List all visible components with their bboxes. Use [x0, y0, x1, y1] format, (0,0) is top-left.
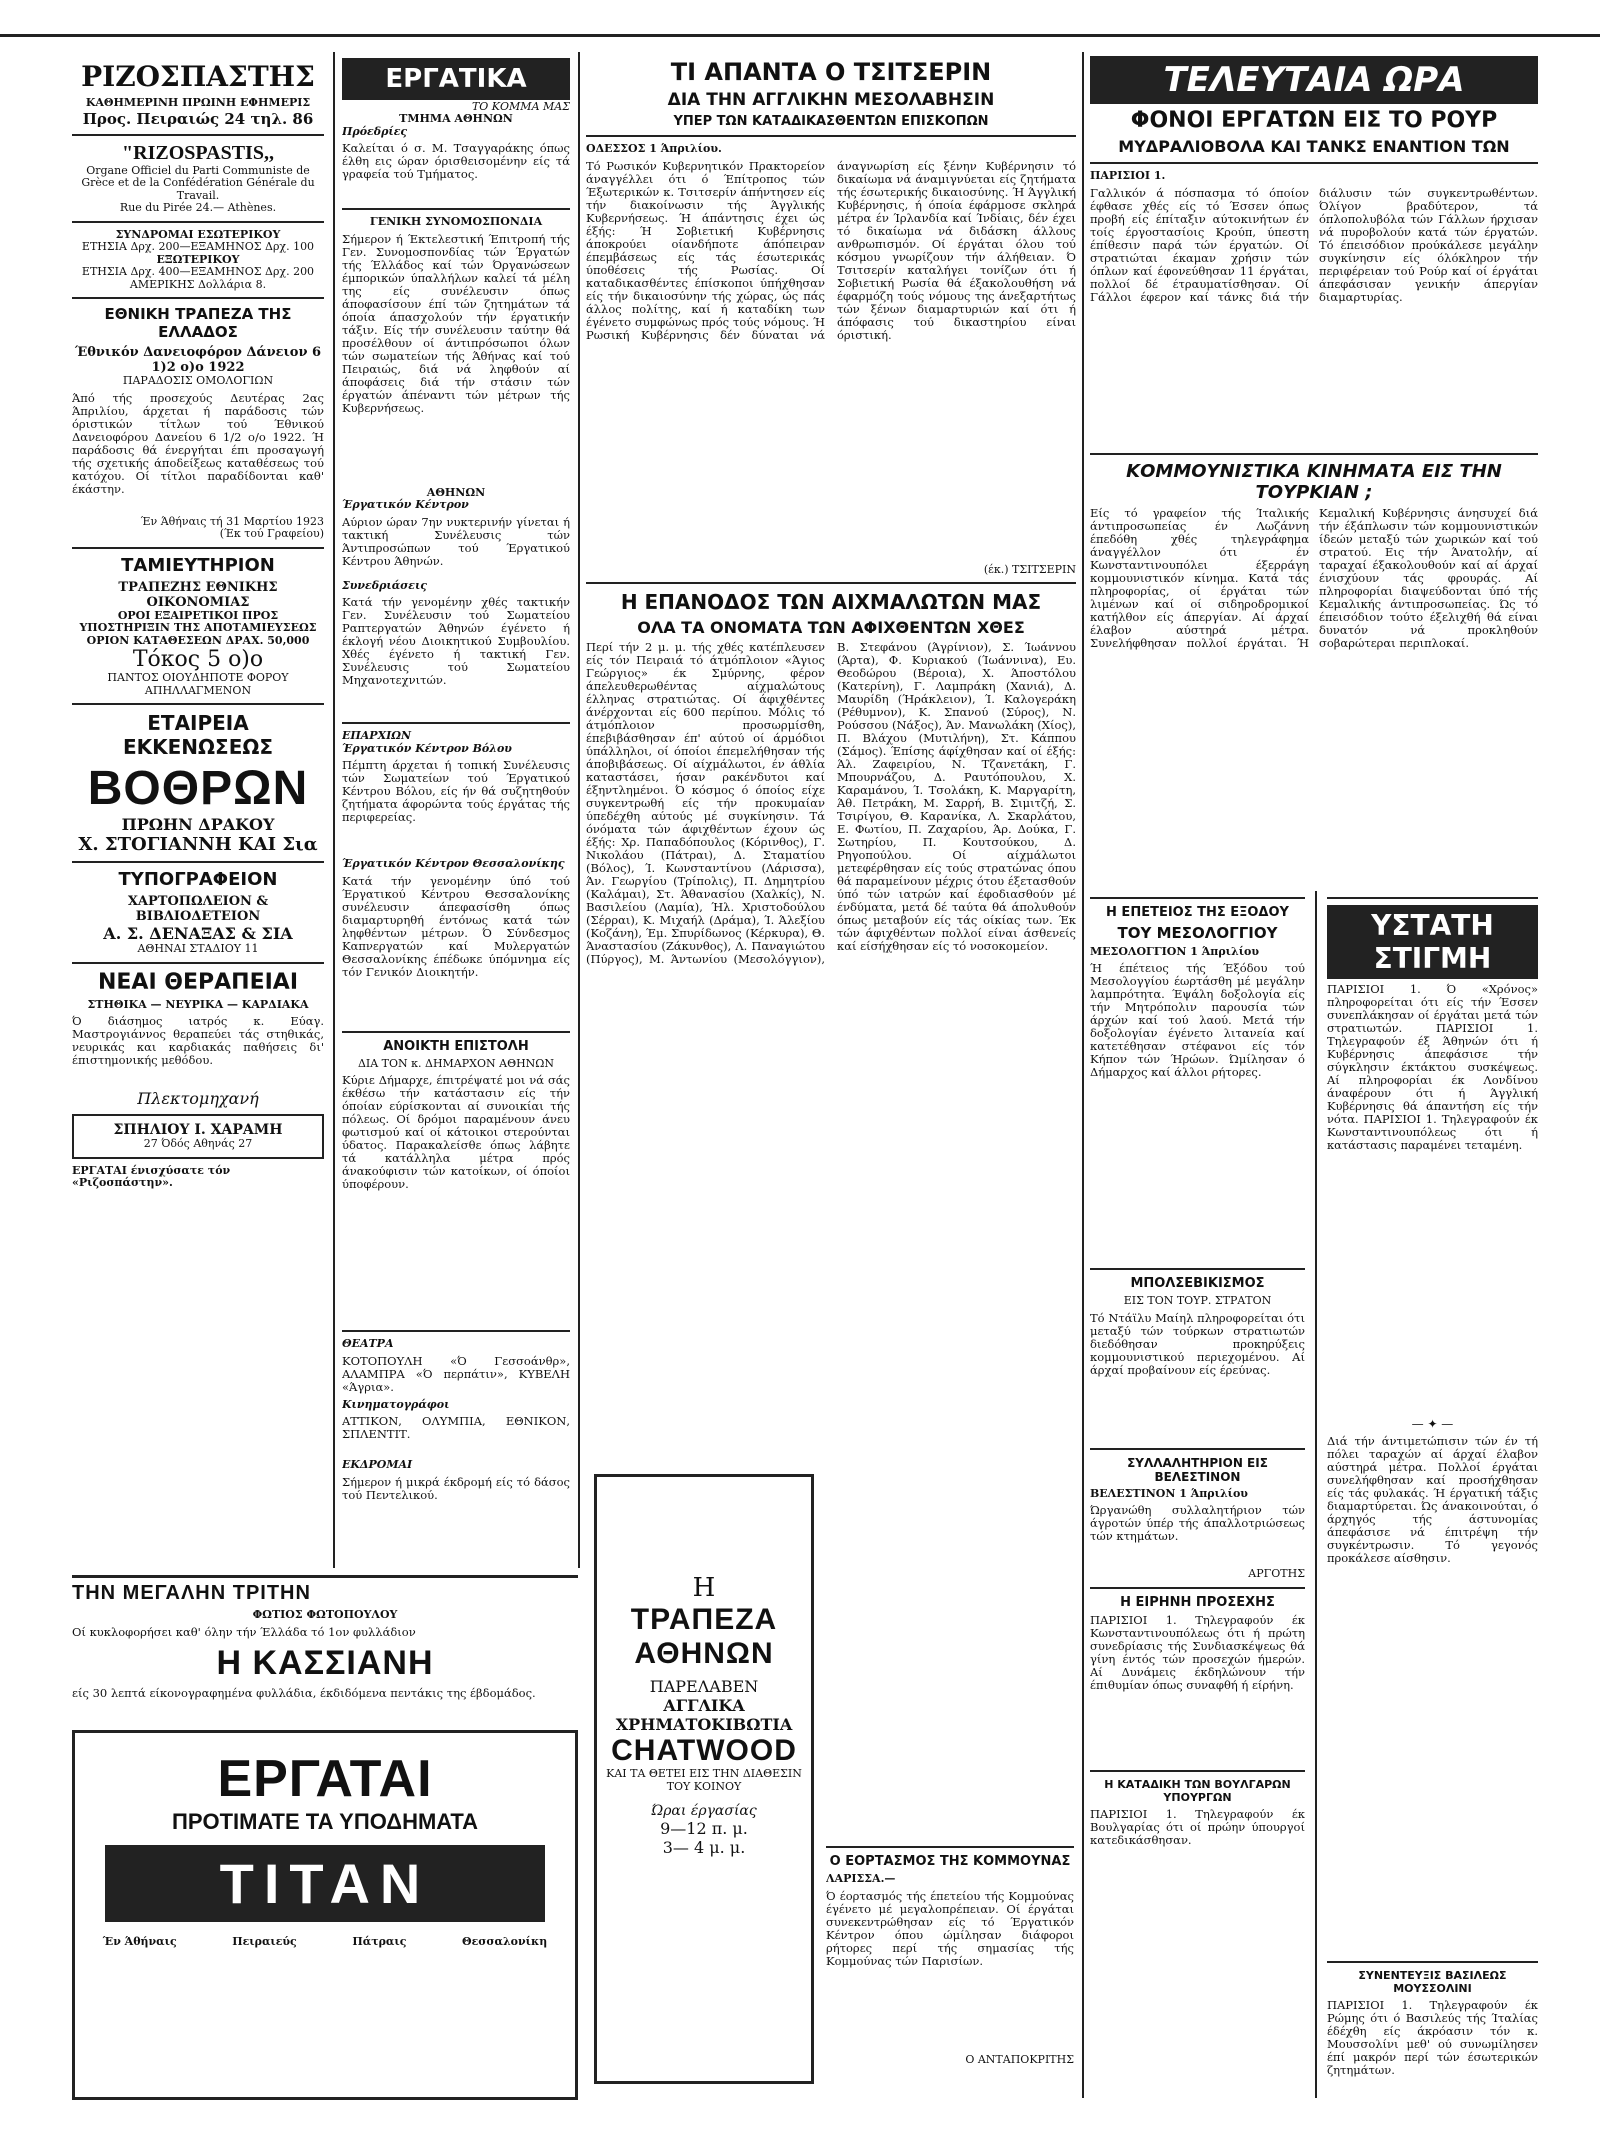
company-head: ΕΤΑΙΡΕΙΑ ΕΚΚΕΝΩΣΕΩΣ [122, 711, 274, 759]
titan-brand: ΤΙΤΑΝ [105, 1845, 545, 1922]
workers-center-body: Αύριον ώραν 7ην νυκτερινήν γίνεται ή τακτική Συνέλευσις τών Άντιπροσώπων τού Έργατικού Κέντρου Άθηνών. [342, 514, 570, 568]
kassiani-title: Η ΚΑΣΣΙΑΝΗ [216, 1643, 434, 1682]
column-2 [342, 52, 570, 1568]
ruhr-sub: ΜΥΔΡΑΛΙΟΒΟΛΑ ΚΑΙ ΤΑΝΚΣ ΕΝΑΝΤΙΟΝ ΤΩΝ [1118, 137, 1510, 156]
turkey-headline: ΚΟΜΜΟΥΝΙΣΤΙΚΑ ΚΙΝΗΜΑΤΑ ΕΙΣ ΤΗΝ ΤΟΥΡΚΙΑΝ ; [1126, 460, 1502, 503]
column-rule [1082, 52, 1084, 2098]
tsitserin-headline2: ΔΙΑ ΤΗΝ ΑΓΓΛΙΚΗΝ ΜΕΣΟΛΑΒΗΣΙΝ [667, 90, 995, 110]
company-big: ΒΟΘΡΩΝ [87, 762, 309, 815]
workers-line: ΕΡΓΑΤΑΙ ένισχύσατε τόν «Ριζοσπάστην». [72, 1163, 231, 1189]
subscr-domestic: ΕΤΗΣΙΑ Δρχ. 200—ΕΞΑΜΗΝΟΣ Δρχ. 100 [81, 240, 315, 253]
divider [342, 208, 570, 210]
divider [1090, 1770, 1305, 1772]
savings-sub: ΤΡΑΠΕΖΗΣ ΕΘΝΙΚΗΣ ΟΙΚΟΝΟΜΙΑΣ [118, 579, 278, 610]
subscr-ext-head: ΕΞΩΤΕΡΙΚΟΥ [156, 252, 240, 266]
kassiani-intro: Οί κυκλοφορήσει καθ' όλην τήν Έλλάδα τό 1ον φυλλάδιον [72, 1625, 416, 1639]
cures-body: Ό διάσημος ιατρός κ. Εύαγ. Μαστρογιάννος θεραπεύει τάς στηθικάς, νευρικάς και καρδιακάς παθήσεις δι' έπιστημονικής μεθόδου. [72, 1014, 324, 1067]
column-rule [578, 52, 580, 1568]
bulgarian-body: ΠΑΡΙΣΙΟΙ 1. Τηλεγραφούν έκ Βουλγαρίας ότι οί πρώην ύπουργοί κατεδικάσθησαν. [1090, 1806, 1305, 1847]
typist-ad: Πλεκτομηχανή [137, 1089, 259, 1108]
divider [72, 221, 324, 223]
top-rule [0, 34, 1600, 37]
exodus-dateline: ΜΕΣΟΛΟΓΓΙΟΝ 1 Άπριλίου [1090, 944, 1259, 958]
bolshevism-body: Τό Ντάϊλυ Μαίηλ πληροφορείται ότι μεταξύ τών τούρκων στρατιωτών διεδόθησαν προκηρύξεις κομμουνιστικού περιεχομένου. Αί άρχαί προβαίνουν είς έρεύνας. [1090, 1310, 1305, 1377]
rally-dateline: ΒΕΛΕΣΤΙΝΟΝ 1 Άπριλίου [1090, 1486, 1248, 1500]
optical-ad [72, 1114, 324, 1159]
athens-section: ΤΜΗΜΑ ΑΘΗΝΩΝ [399, 112, 513, 125]
col4-right [1327, 891, 1538, 2099]
provinces-head: ΕΠΑΡΧΙΩΝ [342, 729, 412, 742]
rally-head: ΣΥΛΛΑΛΗΤΗΡΙΟΝ ΕΙΣ ΒΕΛΕΣΤΙΝΟΝ [1127, 1455, 1268, 1484]
excursions-head: ΕΚΔΡΟΜΑΙ [342, 1458, 413, 1471]
titan-sub: ΠΡΟΤΙΜΑΤΕ ΤΑ ΥΠΟΔΗΜΑΤΑ [171, 1809, 479, 1834]
divider [1327, 897, 1538, 899]
thess-body: Κατά τήν γενομένην ύπό τού Έργατικού Κέντρου Θεσσαλονίκης συνέλευσιν άπεφασίσθη όπως διαμαρτυρηθή έντόνως κατά τών ληφθέντων μέτρων. Ό Σύνδεσμος Καπνεργατών καί Μυλεργατών Θεσσαλονίκης έπέδωκε ύπόμνημα είς τόν Γενικόν Διοικητήν. [342, 873, 570, 979]
bulgarian-head: Η ΚΑΤΑΔΙΚΗ ΤΩΝ ΒΟΥΛΓΑΡΩΝ ΥΠΟΥΡΓΩΝ [1104, 1777, 1291, 1804]
athinon-head: ΑΘΗΝΩΝ [426, 485, 486, 499]
divider [1090, 1448, 1305, 1450]
workers-center: Έργατικόν Κέντρον [342, 498, 469, 511]
savings-tax: ΠΑΝΤΟΣ ΟΙΟΥΔΗΠΟΤΕ ΦΟΡΟΥ ΑΠΗΛΛΑΓΜΕΝΟΝ [107, 671, 289, 697]
savings-limit: ΟΡΙΟΝ ΚΑΤΑΘΕΣΕΩΝ ΔΡΑΧ. 50,000 [86, 633, 310, 647]
peace-body: ΠΑΡΙΣΙΟΙ 1. Τηλεγραφούν έκ Κωνσταντινουπόλεως ότι ή πρώτη συνεδρίασις τής Συνδιασκέψεως θά γίνη έντός τών προσεχών ήμερών. Αί Δυνάμεις έκδηλώνουν τήν έπιθυμίαν όπως συναφθή ή είρήνη. [1090, 1612, 1305, 1692]
savings-title: ΤΑΜΙΕΥΤΗΡΙΟΝ [121, 554, 275, 576]
bank-ad-hours-label: Ώραι έργασίας [651, 1803, 757, 1819]
kassiani-note: είς 30 λεπτά είκονογραφημένα φυλλάδια, έκδιδόμενα πεντάκις της έβδομάδος. [72, 1686, 536, 1700]
kassiani-ad [72, 1575, 578, 1728]
exodus-headline: Η ΕΠΕΤΕΙΟΣ ΤΗΣ ΕΞΟΔΟΥ [1106, 904, 1289, 920]
bank-ad-hours1: 9—12 π. μ. [660, 1819, 748, 1838]
commune-head: Ο ΕΟΡΤΑΣΜΟΣ ΤΗΣ ΚΟΜΜΟΥΝΑΣ [829, 1854, 1071, 1869]
bank-ad-h: Η [692, 1573, 716, 1603]
theatres-body: ΚΟΤΟΠΟΥΛΗ «Ό Γεσσοάνθρ», ΑΛΑΜΠΡΑ «Ό περπάτιν», ΚΥΒΕΛΗ «Άγρια». [342, 1353, 570, 1394]
excursions-body: Σήμερον ή μικρά έκδρομή είς τό δάσος τού Πεντελικού. [342, 1474, 570, 1502]
prisoners-headline: Η ΕΠΑΝΟΔΟΣ ΤΩΝ ΑΙΧΜΑΛΩΤΩΝ ΜΑΣ [620, 590, 1042, 614]
last-minute-banner: ΥΣΤΑΤΗ ΣΤΙΓΜΗ [1327, 905, 1538, 979]
subscr-foreign: ΕΤΗΣΙΑ Δρχ. 400—ΕΞΑΜΗΝΟΣ Δρχ. 200 ΑΜΕΡΙΚΗΣ Δολλάρια 8. [81, 265, 315, 291]
divider [72, 861, 324, 863]
divider [342, 1031, 570, 1033]
bolshevism-head: ΜΠΟΛΣΕΒΙΚΙΣΜΟΣ [1130, 1276, 1265, 1291]
savings-terms: ΟΡΟΙ ΕΞΑΙΡΕΤΙΚΟΙ ΠΡΟΣ ΥΠΟΣΤΗΡΙΞΙΝ ΤΗΣ ΑΠΟΤΑΜΙΕΥΣΕΩΣ [79, 608, 317, 634]
commune-dateline: ΛΑΡΙΣΣΑ.— [826, 1872, 896, 1885]
last-minute-body: ΠΑΡΙΣΙΟΙ 1. Ό «Χρόνος» πληροφορείται ότι είς τήν Έσσεν συνεπλάκησαν οί έργάται μετά τών στρατιωτών. ΠΑΡΙΣΙΟΙ 1. Τηλεγραφούν έξ Άθηνών ότι ή Κυβέρνησις άπεφάσισε τήν σύγκλησιν έκτάκτου συσκέψεως. Αί πληροφορίαι έκ Λονδίνου άναφέρουν ότι ή Άγγλική Κυβέρνησις θά άπαντήση είς τήν νότα. ΠΑΡΙΣΙΟΙ 1. Τηλεγραφούν έκ Κωνσταντινουπόλεως ότι ή κατάστασις παραμένει τεταμένη. [1326, 981, 1538, 1152]
col4-split [1090, 891, 1538, 2099]
divider [72, 547, 324, 549]
titan-cities [75, 1936, 575, 1949]
company-sub: ΠΡΩΗΝ ΔΡΑΚΟΥ [121, 815, 275, 834]
kassiani-author: ΦΩΤΙΟΣ ΦΩΤΟΠΟΥΛΟΥ [252, 1608, 398, 1621]
presidents-body: Καλείται ό σ. Μ. Τσαγγαράκης όπως έλθη εις ώραν όρισθεισομένην είς τά γραφεία τού Τμήματος. [342, 141, 570, 181]
bank-ad-note: ΚΑΙ ΤΑ ΘΕΤΕΙ ΕΙΣ ΤΗΝ ΔΙΑΘΕΣΙΝ ΤΟΥ ΚΟΙΝΟΥ [606, 1767, 802, 1793]
print-head: ΤΥΠΟΓΡΑΦΕΙΟΝ [118, 869, 278, 890]
divider [72, 962, 324, 964]
masthead-sub: ΚΑΘΗΜΕΡΙΝΗ ΠΡΩΙΝΗ ΕΦΗΜΕΡΙΣ [85, 96, 311, 109]
print-addr: ΑΘΗΝΑΙ ΣΤΑΔΙΟΥ 11 [137, 942, 259, 955]
bank-title: ΕΘΝΙΚΗ ΤΡΑΠΕΖΑ ΤΗΣ ΕΛΛΑΔΟΣ [104, 305, 292, 341]
cures-head: ΝΕΑΙ ΘΕΡΑΠΕΙΑΙ [97, 969, 299, 995]
tsitserin-dateline: ΟΔΕΣΣΟΣ 1 Άπριλίου. [586, 142, 722, 155]
tsitserin-headline3: ΥΠΕΡ ΤΩΝ ΚΑΤΑΔΙΚΑΣΘΕΝΤΩΝ ΕΠΙΣΚΟΠΩΝ [673, 114, 989, 129]
open-letter-body: Κύριε Δήμαρχε, έπιτρέψατέ μοι νά σάς έκθέσω τήν κατάστασιν είς τήν όποίαν εύρίσκονται αί συνοικίαι τής πόλεως. Οί δρόμοι παραμένουν άνευ φωτισμού καί οί κάτοικοι στερούνται ύδατος. Παρακαλείσθε όπως λάβητε τά κατάλληλα μέτρα πρός άνακούφισιν τών κατοίκων, οί όποίοι ύποφέρουν. [342, 1073, 570, 1191]
bank-ad-brand: CHATWOOD [611, 1734, 797, 1767]
divider [1090, 453, 1538, 455]
optical-name: ΣΠΗΛΙΟΥ Ι. ΧΑΡΑΜΗ [113, 1122, 283, 1138]
peace-head: Η ΕΙΡΗΝΗ ΠΡΟΣΕΧΗΣ [1120, 1594, 1275, 1610]
bank-ad-received: ΠΑΡΕΛΑΒΕΝ [649, 1677, 759, 1696]
thess-head: Έργατικόν Κέντρον Θεσσαλονίκης [342, 857, 565, 870]
theatres-head: ΘΕΑΤΡΑ [342, 1337, 394, 1350]
bank-sub: ΠΑΡΑΔΟΣΙΣ ΟΜΟΛΟΓΙΩΝ [122, 374, 274, 387]
divider [1090, 897, 1305, 899]
commune-sign: Ο ΑΝΤΑΠΟΚΡΙΤΗΣ [965, 2052, 1074, 2066]
ruhr-body: Γαλλικόν ά πόσπασμα τό όποίον έφθασε χθές είς τό Έσσεν όπως προβή είς έπίταξιν αύτοκινήτων έν τοίς έργοστασίοις Κρούπ, ύπεστη έπίθεσιν παρά τών έργατών. Οί στρατιώται έκαμαν χρήσιν τών όπλων καί έφονεύθησαν 11 έργάται, πολλοί δέ έτραυματίσθησαν. Οί Γάλλοι έφερον καί τάνκς διά τήν διάλυσιν τών συγκεντρωθέντων. Όλίγον βραδύτερον, τά όπλοπολυβόλα τών Γάλλων ήρχισαν νά πυροβολούν κατά τών έργατών. Τό έπεισόδιον προύκάλεσε μεγάλην συγκίνησιν είς όλόκληρον τήν περιφέρειαν τού Ρούρ καί οί έργάται άπεφάσισαν γενικήν άπεργίαν διαμαρτυρίας. [1090, 185, 1538, 304]
mussolini-body: ΠΑΡΙΣΙΟΙ 1. Τηλεγραφούν έκ Ρώμης ότι ό Βασιλεύς τής Ίταλίας έδέχθη είς άκρόασιν τόν κ. Μουσσολίνι μεθ' ού συνωμίλησεν έπί μακρόν περί τών έσωτερικών ζητημάτων. [1326, 1997, 1538, 2077]
cinemas-head: Κινηματογράφοι [342, 1397, 450, 1411]
turkey-body: Είς τό γραφείον τής Ίταλικής άντιπροσωπείας έν Λωζάννη έπεδόθη χθές τηλεγράφημα άναγγέλλον ότι έν Κωνσταντινουπόλει έξερράγη κομμουνιστικόν κίνημα. Κατά τάς πληροφορίας, οί έργάται τών λιμένων καί οί σιδηροδρομικοί κατήλθον είς άπεργίαν. Αί άρχαί έλαβον αύστηρά μέτρα. Συνελήφθησαν πολλοί έργάται. Ή Κεμαλική Κυβέρνησις άνησυχεί διά τήν έξάπλωσιν τών κομμουνιστικών ίδεών μεταξύ τών χωρικών καί τού στρατού. Εις τήν Άνατολήν, αί ταραχαί έξακολουθούν καί αί άρχαί ένισχύουν τάς φρουράς. Αί πληροφορίαι διαψεύδονται ύπό τής Κεμαλικής άντιπροσωπείας. Ώς τό έπεισόδιον τούτο έξελιχθή θά είναι δυνατόν νά προκληθούν σοβαρώτεραι περιπλοκαί. [1090, 505, 1538, 650]
kassiani-head: ΤΗΝ ΜΕΓΑΛΗΝ ΤΡΙΤΗΝ [72, 1582, 311, 1604]
divider [342, 1330, 570, 1332]
separator: — ✦ — [1411, 1416, 1454, 1431]
bank-sign-office: (Έκ τού Γραφείου) [219, 527, 324, 540]
commune-article [826, 1840, 1074, 2095]
bank-body: Άπό τής προσεχούς Δευτέρας 2ας Άπριλίου, άρχεται ή παράδοσις τών όριστικών τίτλων τού Έθνικού Δανειοφόρου Δανείου 6 1/2 ο/ο 1922. Ή παράδοσις θά ένεργήται έπι προσαγωγή τής σχετικής άποδείξεως καταθέσεως τού κατόχου. Οί τίτλοι παραδίδονται καθ' έκάστην. [72, 390, 324, 496]
divider [72, 703, 324, 705]
ruhr-headline: ΦΟΝΟΙ ΕΡΓΑΤΩΝ ΕΙΣ ΤΟ ΡΟΥΡ [1130, 108, 1498, 133]
titan-ad [72, 1730, 578, 2100]
open-letter-head: ΑΝΟΙΚΤΗ ΕΠΙΣΤΟΛΗ [383, 1038, 529, 1054]
party-label: ΤΟ ΚΟΜΜΑ ΜΑΣ [471, 100, 570, 113]
rally-sign: ΑΡΓΟΤΗΣ [1248, 1567, 1305, 1580]
tsitserin-headline: ΤΙ ΑΠΑΝΤΑ Ο ΤΣΙΤΣΕΡΙΝ [670, 58, 992, 86]
meetings-body: Κατά τήν γενομένην χθές τακτικήν Γεν. Συνέλευσιν τού Σωματείου Ραπτεργατών Άθηνών έγένετο ή έκλογή νέου Διοικητικού Συμβουλίου. Χθές έγένετο ή τακτική Γεν. Συνέλευσις τού Σωματείου Μηχανοτεχνιτών. [342, 595, 570, 687]
divider [586, 582, 1076, 584]
meetings-head: Συνεδριάσεις [342, 578, 427, 592]
prisoners-body: Περί τήν 2 μ. μ. τής χθές κατέπλευσεν είς τόν Πειραιά τό άτμόπλοιον «Άγιος Γεώργιος» έκ Σμύρνης, φέρον άπελευθερωθέντας αίχμαλώτους έλληνας στρατιώτας. Οί άφιχθέντες άνέρχονται είς 600 περίπου. Μόλις τό άτμόπλοιον προσωρμίσθη, έπεβιβάσθησαν έπ' αύτού οί άρμόδιοι ύπάλληλοι, οί όποίοι έπεμελήθησαν τής άποβιβάσεως. Οί αίχμάλωτοι, έν άθλία καταστάσει, ήσαν ρακένδυτοι καί έξηντλημένοι. Ό κόσμος ό όποίος είχε συγκεντρωθή είς τήν προκυμαίαν ύπεδέχθη αύτούς μέ συγκίνησιν. Τά όνόματα τών άφιχθέντων έχουν ώς έξής: Χρ. Παπαδόπουλος (Κόρινθος), Γ. Νικολάου (Πάτραι), Δ. Σταματίου (Βόλος), Ί. Κωνσταντίνου (Λάρισσα), Άν. Γεωργίου (Τρίπολις), Π. Δημητρίου (Καλάμαι), Στ. Άθανασίου (Χαλκίς), Ν. Βασιλείου (Λαμία), Ήλ. Χριστοδούλου (Σέρραι), Κ. Μιχαήλ (Δράμα), Ί. Άλεξίου (Κοζάνη), Έμ. Σπυρίδωνος (Κέρκυρα), Θ. Άναστασίου (Ζάκυνθος), Λ. Παναγιώτου (Πύργος), Μ. Άντωνίου (Μεσολόγγιον), Β. Στεφάνου (Άγρίνιον), Σ. Ίωάννου (Άρτα), Φ. Κυριακού (Ίωάννινα), Ευ. Θεοδώρου (Βέροια), Χ. Άποστόλου (Κατερίνη), Γ. Λαμπράκη (Χανιά), Δ. Μαυρίδη (Ήράκλειον), Ί. Καλογεράκη (Ρέθυμνον), Κ. Σπανού (Σύρος), Ν. Ρούσσου (Νάξος), Άν. Μανωλάκη (Χίος), Π. Βλάχου (Μυτιλήνη), Στ. Κάππου (Σάμος). Έπίσης άφίχθησαν καί οί έξής: Άλ. Ζαφειρίου, Ν. Τζανετάκη, Γ. Μπουρνάζου, Δ. Ραυτόπουλου, Χ. Καραμάνου, Ί. Τσολάκη, Κ. Μαργαρίτη, Άθ. Πετράκη, Μ. Σαρρή, Β. Σιμιτζή, Σ. Τσιρίγου, Θ. Καρανίκα, Λ. Σκαρλάτου, Ε. Φωτίου, Π. Ζαχαρίου, Άρ. Δούκα, Γ. Σωτηρίου, Π. Κουτσούκου, Δ. Ρηγοπούλου. Οί αίχμάλωτοι μετεφέρθησαν είς τούς στρατώνας όπου θά παραμείνουν μέχρις ότου έξετασθούν ύπό τών ιατρών καί έφοδιασθούν μέ ένδύματα, μετά δέ ταύτα θά άπολυθούν όπως μεταβούν είς τάς οίκίας των. Έκ τών άφιχθέντων πολλοί είναι άσθενείς καί είσήχθησαν είς τό νοσοκομείον. [586, 640, 1076, 966]
divider [72, 297, 324, 299]
titan-city: Πειραιεύς [232, 1935, 297, 1948]
divider [72, 134, 324, 136]
exodus-body: Ή έπέτειος τής Έξόδου τού Μεσολογγίου έωρτάσθη μέ μεγάλην λαμπρότητα. Έψάλη δοξολογία είς τήν Μητρόπολιν παρουσία τών άρχών καί τού λαού. Μετά τήν δοξολογίαν έγένετο λιτανεία καί κατετέθησαν στέφανοι είς τόν Κήπον τών Ήρώων. Ώμίλησαν ό Δήμαρχος καί άλλοι ρήτορες. [1090, 961, 1305, 1079]
bank-sign: Έν Άθήναις τή 31 Μαρτίου 1923 [140, 514, 324, 528]
savings-rate: Τόκος 5 ο)ο [132, 647, 264, 672]
last-minute-body2: Διά τήν άντιμετώπισιν τών έν τή πόλει ταραχών αί άρχαί έλαβον αύστηρά μέτρα. Πολλοί έργάται συνελήφθησαν καί προσήχθησαν είς τάς φυλακάς. Ή έργατική τάξις διαμαρτύρεται. Ώς άνακοινούται, ό άρχηγός τής άστυνομίας άπεφάσισε νά έπιτρέψη τήν συγκέντρωσιν. Τό γεγονός προκάλεσε αίσθησιν. [1326, 1433, 1538, 1565]
titan-city: Έν Άθήναις [102, 1935, 177, 1948]
titan-city: Θεσσαλονίκη [461, 1935, 548, 1948]
divider [1090, 1587, 1305, 1589]
commune-body: Ό έορτασμός τής έπετείου τής Κομμούνας έγένετο μέ μεγαλοπρέπειαν. Οί έργάται συνεκεντρώθησαν είς τό Έργατικόν Κέντρον όπου ώμίλησαν διάφοροι ρήτορες περί τής σημασίας τής Κομμούνας τών Παρισίων. [826, 1888, 1074, 1968]
tsitserin-body: Τό Ρωσικόν Κυβερνητικόν Πρακτορείον άναγγέλλει ότι ό Έπίτροπος τών Έξωτερικών κ. Τσιτσερίν άπήντησεν είς τήν διακοίνωσιν τής Άγγλικής Κυβερνήσεως. Ή άπάντησις έχει ώς έξής: Ή Σοβιετική Κυβέρνησις άποκρούει οίανδήποτε άπόπειραν έπεμβάσεως είς τάς έσωτερικάς ύποθέσεις τής Ρωσίας. Οί καταδικασθέντες έπίσκοποι ύπήχθησαν είς τήν δικαιοσύνην τής χώρας, ώς πάς άλλος πολίτης, καί ή καταδίκη των έγένετο συμφώνως πρός τούς νόμους. Ή Ρωσική Κυβέρνησις δέν δύναται νά άναγνωρίση είς ξένην Κυβέρνησιν τό δικαίωμα νά άναμιγνύεται είς ζητήματα τής έσωτερικής δικαιοσύνης. Ή Άγγλική Κυβέρνησις, ή όποία έφάρμοσε σκληρά μέτρα έν Ίρλανδία καί Ίνδίαις, δέν έχει τό δικαίωμα νά διδάσκη άλλους ανθρωπισμόν. Οί έργάται όλου τού κόσμου γνωρίζουν τήν άλήθειαν. Ό Τσιτσερίν καταλήγει τονίζων ότι ή Σοβιετική Ρωσία θά έξακολουθήση νά έφαρμόζη τούς νόμους της άνεξαρτήτως τών ξένων διαμαρτυριών καί ότι ή άπόφασις τού δικαστηρίου είναι όριστική. [586, 158, 1076, 342]
mussolini-head: ΣΥΝΕΝΤΕΥΞΙΣ ΒΑΣΙΛΕΩΣ ΜΟΥΣΣΟΛΙΝΙ [1358, 1968, 1507, 1995]
latin-address: Rue du Pirée 24.— Athènes. [119, 201, 277, 214]
masthead-title: ΡΙΖΟΣΠΑΣΤΗΣ [81, 60, 315, 93]
prisoners-sub: ΟΛΑ ΤΑ ΟΝΟΜΑΤΑ ΤΩΝ ΑΦΙΧΘΕΝΤΩΝ ΧΘΕΣ [637, 618, 1025, 637]
volos-body: Πέμπτη άρχεται ή τοπική Συνέλευσις τών Σωματείων τού Έργατικού Κέντρου Βόλου, είς ήν θά συζητηθούν ζητήματα άφορώντα τούς έργάτας τής περιφερείας. [342, 758, 570, 824]
column-4 [1090, 52, 1538, 2098]
divider [1327, 1961, 1538, 1963]
company-owner: Χ. ΣΤΟΓΙΑΝΝΗ ΚΑΙ Σια [78, 834, 318, 855]
print-owner: Α. Σ. ΔΕΝΑΞΑΣ & ΣΙΑ [103, 924, 293, 943]
titan-head: ΕΡΓΑΤΑΙ [217, 1750, 433, 1808]
volos-head: Έργατικόν Κέντρον Βόλου [342, 741, 512, 755]
titan-city: Πάτραις [352, 1935, 407, 1948]
subscr-head: ΣΥΝΔΡΟΜΑΙ ΕΣΩΤΕΡΙΚΟΥ [115, 227, 281, 241]
divider [342, 722, 570, 724]
general-meeting: ΓΕΝΙΚΗ ΣΥΝΟΜΟΣΠΟΝΔΙΑ [369, 215, 543, 228]
bank-ad-title: ΤΡΑΠΕΖΑ ΑΘΗΝΩΝ [630, 1603, 778, 1670]
col4-left [1090, 891, 1305, 2099]
general-body: Σήμερον ή Έκτελεστική Έπιτροπή τής Γεν. Συνομοσπονδίας τών Έργατών τής Έλλάδος καί τών Όργανώσεων έμπορικών ύπαλλήλων καλεί τά μέλη της είς συνέλευσιν όπως άποφασίσουν έπί τών ζητημάτων τά όποία άπασχολούν τήν έργατικήν τάξιν. Είς τήν συνέλευσιν ταύτην θά προσέλθουν οί άντιπρόσωποι όλων τών σωματείων τής Άθήνας καί τού Πειραιώς, διά νά ληφθούν αί άποφάσεις διά τήν στάσιν τών έργατών άπέναντι τών μέτρων τής Κυβερνήσεως. [342, 231, 570, 415]
last-hour-banner: ΤΕΛΕΥΤΑΙΑ ΩΡΑ [1090, 56, 1538, 104]
divider [1090, 1268, 1305, 1270]
ruhr-dateline: ΠΑΡΙΣΙΟΙ 1. [1090, 169, 1166, 182]
column-1 [72, 52, 324, 1568]
cinemas-body: ΑΤΤΙΚΟΝ, ΟΛΥΜΠΙΑ, ΕΘΝΙΚΟΝ, ΣΠΛΕΝΤΙΤ. [342, 1414, 570, 1441]
tsitserin-sign: (έκ.) ΤΣΙΤΣΕΡΙΝ [983, 562, 1076, 576]
divider [1090, 162, 1538, 164]
cures-sub: ΣΤΗΘΙΚΑ — ΝΕΥΡΙΚΑ — ΚΑΡΔΙΑΚΑ [87, 997, 309, 1011]
bank-ad-safes: ΑΓΓΛΙΚΑ ΧΡΗΜΑΤΟΚΙΒΩΤΙΑ [615, 1696, 793, 1734]
open-letter-to: ΔΙΑ ΤΟΝ κ. ΔΗΜΑΡΧΟΝ ΑΘΗΝΩΝ [357, 1056, 555, 1070]
col4-inner-rule [1315, 891, 1317, 2099]
latin-title: "RIZOSPASTIS,, [122, 141, 274, 164]
exodus-sub: ΤΟΥ ΜΕΣΟΛΟΓΓΙΟΥ [1117, 923, 1278, 942]
print-sub: ΧΑΡΤΟΠΩΛΕΙΟΝ & ΒΙΒΛΙΟΔΕΤΕΙΟΝ [127, 894, 269, 924]
column-rule [333, 52, 335, 1568]
rally-body: Ώργανώθη συλλαλητήριον τών άγροτών ύπέρ τής άπαλλοτριώσεως τών κτημάτων. [1090, 1503, 1305, 1543]
divider [586, 135, 1076, 137]
masthead-address: Προς. Πειραιώς 24 τηλ. 86 [82, 109, 314, 128]
latin-sub: Organe Officiel du Parti Communiste de Grèce et de la Confédération Générale du Travail. [81, 163, 315, 202]
bank-ad-hours2: 3— 4 μ. μ. [662, 1838, 746, 1857]
bolshevism-sub: ΕΙΣ ΤΟΝ ΤΟΥΡ. ΣΤΡΑΤΟΝ [1123, 1294, 1272, 1307]
divider [826, 1846, 1074, 1848]
ergatika-banner: ΕΡΓΑΤΙΚΑ [342, 58, 570, 100]
bank-loan: Έθνικόν Δανειοφόρον Δάνειον 6 1)2 ο)ο 1922 [74, 345, 322, 375]
bank-ad [594, 1474, 814, 2084]
optical-addr: 27 Όδός Αθηνάς 27 [143, 1137, 253, 1150]
presidents-head: Πρόεδρίες [342, 124, 408, 138]
